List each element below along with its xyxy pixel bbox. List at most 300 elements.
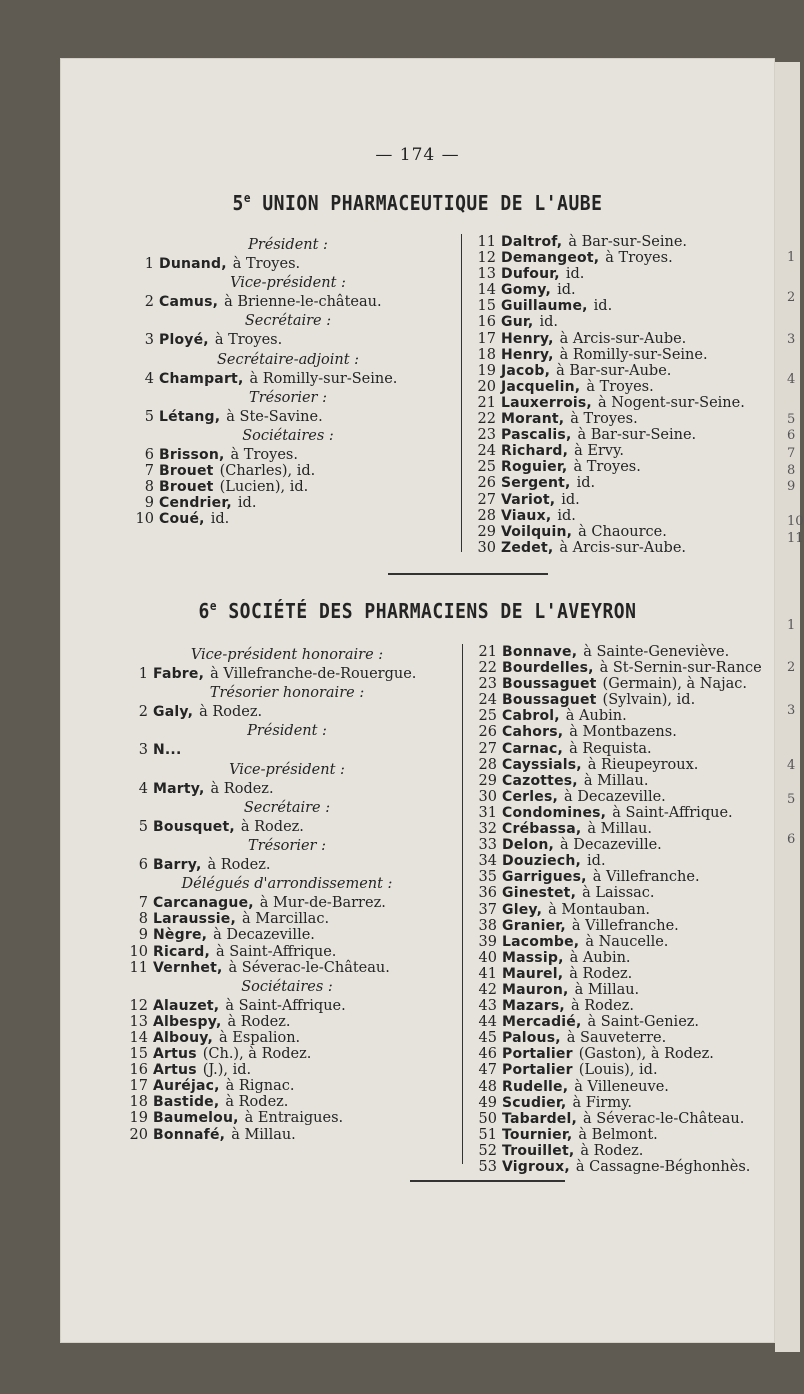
member-entry	[471, 966, 779, 982]
member-number: 21	[478, 644, 497, 660]
member-number: 10	[129, 943, 148, 960]
member-name: Nègre,	[153, 927, 208, 944]
member-name: Granier,	[502, 917, 566, 934]
member-name: Albespy,	[153, 1013, 222, 1030]
member-location: à St-Sernin-sur-Rance	[599, 660, 762, 677]
member-entry	[128, 447, 448, 463]
member-number: 24	[478, 692, 497, 709]
member-number: 53	[478, 1159, 497, 1175]
member-location: à Sainte-Geneviève.	[583, 644, 730, 660]
member-location: à Bar-sur-Aube.	[556, 362, 672, 379]
edge-number: 9	[787, 479, 796, 494]
member-name: Rudelle,	[502, 1078, 569, 1095]
member-entry	[471, 1030, 779, 1046]
member-entry	[471, 821, 779, 837]
edge-number: 1	[787, 618, 796, 633]
member-entry	[128, 463, 448, 479]
member-name: Marty,	[153, 780, 205, 797]
member-number: 41	[478, 965, 497, 982]
member-entry	[470, 524, 780, 540]
member-name: Artus	[153, 1062, 197, 1079]
member-entry	[471, 773, 779, 789]
member-number: 12	[129, 997, 148, 1014]
end-rule	[410, 1180, 565, 1182]
member-entry	[471, 918, 779, 934]
section-6-right-column	[462, 644, 779, 1175]
member-number: 50	[478, 1110, 497, 1127]
member-name: Bonnave,	[502, 644, 578, 660]
member-name: Garrigues,	[502, 869, 587, 886]
member-name: Barry,	[153, 857, 202, 874]
member-name: Gley,	[502, 901, 543, 918]
member-name: Ployé,	[159, 332, 209, 349]
member-location: à Troyes.	[605, 250, 673, 267]
section-6-number: 6	[198, 599, 210, 624]
section-5-right-column	[461, 234, 780, 556]
member-location: à Ervy.	[574, 443, 624, 460]
member-name: Brouet	[159, 463, 214, 480]
section-6-title: SOCIÉTÉ DES PHARMACIENS DE L'AVEYRON	[228, 599, 637, 624]
member-name: Artus	[153, 1046, 197, 1063]
member-entry	[471, 1095, 779, 1111]
member-location: à Romilly-sur-Seine.	[249, 370, 398, 387]
member-name: Massip,	[502, 949, 564, 966]
member-location: id.	[561, 491, 580, 508]
member-location: à Marcillac.	[241, 911, 330, 928]
member-number: 25	[478, 708, 497, 725]
section-5-heading	[60, 190, 775, 215]
member-entry	[471, 805, 779, 821]
member-name: Tabardel,	[502, 1110, 577, 1127]
member-entry	[128, 256, 448, 272]
member-entry	[471, 708, 779, 724]
member-number: 8	[144, 479, 154, 496]
member-entry	[470, 379, 780, 395]
member-number: 14	[477, 282, 496, 299]
member-name: Coué,	[159, 511, 205, 528]
member-entry	[471, 1062, 779, 1078]
member-name: Condomines,	[502, 804, 607, 821]
member-number: 4	[144, 370, 154, 387]
member-entry	[471, 902, 779, 918]
member-location: à Saint-Affrique.	[612, 804, 733, 821]
member-number: 13	[477, 266, 496, 283]
member-entry	[122, 927, 452, 943]
member-name: Carcanague,	[153, 895, 254, 912]
member-name: Gomy,	[501, 282, 552, 299]
member-location: à Arcis-sur-Aube.	[559, 330, 687, 347]
member-entry	[128, 511, 448, 527]
edge-number: 4	[787, 758, 796, 773]
member-entry	[471, 934, 779, 950]
member-name: Maurel,	[502, 965, 564, 982]
edge-number: 4	[787, 372, 796, 387]
member-number: 20	[129, 1126, 148, 1143]
member-number: 1	[144, 256, 154, 273]
member-entry	[470, 314, 780, 330]
member-entry	[122, 911, 452, 927]
member-number: 15	[477, 298, 496, 315]
member-entry	[471, 741, 779, 757]
member-number: 48	[478, 1078, 497, 1095]
member-location: à Séverac-le-Château.	[228, 959, 390, 976]
edge-number: 8	[787, 463, 796, 478]
role-title: Délégués d'arrondissement :	[181, 876, 393, 893]
member-location: à Aubin.	[565, 708, 627, 725]
member-entry	[122, 1094, 452, 1110]
member-location: à Chaource.	[578, 523, 667, 540]
member-entry	[470, 250, 780, 266]
member-number: 7	[144, 463, 154, 480]
member-name: Auréjac,	[153, 1078, 220, 1095]
member-number: 30	[478, 788, 497, 805]
member-location: à Decazeville.	[564, 788, 666, 805]
member-number: 22	[478, 660, 497, 677]
section-5-left-column	[128, 234, 448, 528]
member-number: 15	[129, 1046, 148, 1063]
member-location: à Decazeville.	[213, 927, 315, 944]
member-entry	[470, 443, 780, 459]
edge-number: 3	[787, 332, 796, 347]
member-number: 16	[129, 1062, 148, 1079]
member-location: à Villefranche-de-Rouergue.	[210, 666, 417, 683]
member-number: 18	[129, 1094, 148, 1111]
member-location: à Arcis-sur-Aube.	[559, 539, 687, 556]
member-location: à Espalion.	[219, 1029, 301, 1046]
member-name: Mauron,	[502, 981, 569, 998]
member-number: 21	[477, 394, 496, 411]
member-number: 10	[135, 511, 154, 528]
member-name: Demangeot,	[501, 250, 600, 267]
member-location: (Charles), id.	[219, 463, 316, 480]
member-location: à Laissac.	[582, 885, 655, 902]
member-number: 44	[478, 1014, 497, 1031]
member-number: 43	[478, 998, 497, 1015]
member-location: à Romilly-sur-Seine.	[559, 346, 708, 363]
member-number: 18	[477, 346, 496, 363]
member-name: Vernhet,	[153, 959, 223, 976]
member-name: Ricard,	[153, 943, 210, 960]
member-entry	[470, 475, 780, 491]
member-name: Lacombe,	[502, 933, 580, 950]
member-location: à Troyes.	[570, 411, 638, 428]
member-location: à Troyes.	[586, 378, 654, 395]
member-entry	[128, 371, 448, 387]
member-entry	[471, 1014, 779, 1030]
member-entry	[470, 395, 780, 411]
member-number: 2	[138, 704, 148, 721]
role-title: Président :	[248, 237, 328, 253]
member-number: 13	[129, 1013, 148, 1030]
member-location: à Bar-sur-Seine.	[577, 427, 697, 444]
member-name: Gur,	[501, 314, 534, 331]
member-location: à Montauban.	[548, 901, 651, 918]
member-number: 26	[477, 475, 496, 492]
member-entry	[470, 459, 780, 475]
member-entry	[470, 266, 780, 282]
member-entry	[471, 1046, 779, 1062]
member-location: à Entraigues.	[244, 1110, 344, 1127]
member-entry	[128, 294, 448, 310]
member-number: 6	[138, 857, 148, 874]
member-entry	[470, 347, 780, 363]
member-entry	[122, 704, 452, 720]
member-location: à Sauveterre.	[566, 1030, 667, 1047]
member-name: Alauzet,	[153, 997, 220, 1014]
member-name: Henry,	[501, 346, 554, 363]
member-entry	[471, 1159, 779, 1175]
section-6-left-column	[122, 644, 452, 1143]
member-entry	[470, 427, 780, 443]
member-number: 38	[478, 917, 497, 934]
member-entry	[471, 660, 779, 676]
member-entry	[122, 1014, 452, 1030]
member-name: Cerles,	[502, 788, 559, 805]
section-6-heading	[60, 598, 775, 623]
member-number: 45	[478, 1030, 497, 1047]
member-number: 30	[477, 539, 496, 556]
member-name: Champart,	[159, 370, 244, 387]
member-location: à Troyes.	[573, 459, 641, 476]
member-location: à Ste-Savine.	[226, 408, 323, 425]
member-location: id.	[593, 298, 613, 315]
member-number: 4	[138, 780, 148, 797]
member-entry	[122, 1046, 452, 1062]
member-entry	[470, 331, 780, 347]
member-name: Boussaguet	[502, 692, 597, 709]
member-number: 23	[477, 427, 496, 444]
member-location: à Firmy.	[572, 1094, 632, 1111]
member-location: à Mur-de-Barrez.	[259, 895, 386, 912]
member-name: Viaux,	[501, 507, 552, 524]
member-number: 39	[478, 933, 497, 950]
member-number: 5	[138, 818, 148, 835]
member-name: Portalier	[502, 1046, 573, 1063]
member-location: id.	[557, 282, 576, 299]
member-number: 32	[478, 821, 497, 838]
member-number: 47	[478, 1062, 497, 1079]
role-title: Président :	[247, 723, 327, 740]
member-location: id.	[576, 475, 596, 492]
member-location: à Villefranche.	[592, 869, 700, 886]
member-name: Tournier,	[502, 1126, 573, 1143]
member-location: (Ch.), à Rodez.	[202, 1046, 312, 1063]
member-location: id.	[237, 495, 257, 512]
member-number: 7	[138, 895, 148, 912]
member-entry	[471, 982, 779, 998]
member-number: 27	[477, 491, 496, 508]
member-location: à Rodez.	[227, 1013, 291, 1030]
member-number: 42	[478, 981, 497, 998]
member-number: 3	[144, 332, 154, 349]
edge-number: 7	[787, 446, 796, 461]
member-name: Mercadié,	[502, 1014, 582, 1031]
member-number: 6	[144, 447, 154, 464]
member-number: 3	[138, 742, 148, 759]
member-location: à Troyes.	[232, 256, 301, 273]
role-title: Vice-président honoraire :	[190, 647, 384, 663]
member-number: 11	[129, 959, 148, 976]
member-entry	[471, 644, 779, 660]
member-number: 12	[477, 250, 496, 267]
member-entry	[122, 960, 452, 976]
member-number: 46	[478, 1046, 497, 1063]
role-title: Trésorier :	[248, 837, 326, 854]
member-number: 20	[477, 378, 496, 395]
member-location: à Rodez.	[240, 818, 304, 835]
member-number: 36	[478, 885, 497, 902]
member-location: (Germain), à Najac.	[602, 676, 748, 693]
member-entry	[470, 298, 780, 314]
member-name: Lauxerrois,	[501, 394, 592, 411]
member-location: id.	[210, 511, 230, 528]
member-name: Létang,	[159, 408, 221, 425]
member-number: 14	[129, 1029, 148, 1046]
member-name: Sergent,	[501, 475, 571, 492]
member-location: à Requista.	[569, 740, 652, 757]
member-entry	[122, 857, 452, 873]
edge-number: 2	[787, 290, 796, 305]
member-entry	[471, 724, 779, 740]
role-title: Secrétaire :	[244, 313, 332, 330]
role-title: Trésorier honoraire :	[209, 685, 365, 702]
member-number: 31	[478, 804, 497, 821]
member-entry	[470, 411, 780, 427]
member-number: 1	[138, 666, 148, 683]
member-location: à Nogent-sur-Seine.	[597, 394, 745, 411]
member-number: 19	[477, 362, 496, 379]
member-name: Crébassa,	[502, 821, 582, 838]
member-number: 2	[144, 294, 154, 311]
member-location: (Gaston), à Rodez.	[578, 1046, 714, 1063]
member-location: id.	[565, 266, 585, 283]
member-name: Vigroux,	[502, 1159, 570, 1175]
member-entry	[122, 1078, 452, 1094]
member-location: (Lucien), id.	[219, 479, 309, 496]
member-number: 35	[478, 869, 497, 886]
role-title: Sociétaires :	[242, 427, 334, 444]
member-location: à Montbazens.	[569, 724, 677, 741]
member-name: Variot,	[501, 491, 556, 508]
section-5-title: UNION PHARMACEUTIQUE DE L'AUBE	[262, 191, 603, 216]
member-number: 51	[478, 1126, 497, 1143]
member-location: id.	[587, 853, 606, 870]
member-name: Cendrier,	[159, 495, 232, 512]
member-name: Douziech,	[502, 853, 582, 870]
member-name: Carnac,	[502, 740, 564, 757]
role-title: Sociétaires :	[241, 978, 333, 995]
edge-number: 2	[787, 660, 796, 675]
edge-number: 1	[787, 250, 796, 265]
member-name: Cazottes,	[502, 772, 578, 789]
page-number: — 174 —	[375, 145, 460, 165]
member-number: 9	[144, 495, 154, 512]
member-entry	[122, 781, 452, 797]
member-number: 17	[129, 1078, 148, 1095]
member-name: Camus,	[159, 294, 219, 311]
member-location: à Saint-Affrique.	[225, 997, 346, 1014]
member-entry	[471, 676, 779, 692]
member-entry	[128, 332, 448, 348]
member-number: 19	[129, 1110, 148, 1127]
member-entry	[471, 998, 779, 1014]
edge-number: 6	[787, 832, 796, 847]
member-name: Brisson,	[159, 447, 225, 464]
member-location: à Rignac.	[225, 1078, 295, 1095]
section-divider	[388, 573, 548, 575]
member-entry	[471, 869, 779, 885]
member-name: Boussaguet	[502, 676, 597, 693]
member-number: 26	[478, 724, 497, 741]
member-entry	[471, 789, 779, 805]
role-title: Trésorier :	[249, 389, 327, 406]
member-number: 25	[477, 459, 496, 476]
member-number: 49	[478, 1094, 497, 1111]
section-6-sup: e	[209, 598, 217, 614]
member-number: 29	[478, 772, 497, 789]
member-number: 22	[477, 411, 496, 428]
member-name: Albouy,	[153, 1029, 213, 1046]
member-entry	[122, 1030, 452, 1046]
member-name: Bourdelles,	[502, 660, 594, 677]
member-number: 40	[478, 949, 497, 966]
member-entry	[471, 757, 779, 773]
member-number: 8	[138, 911, 148, 928]
member-location: à Bar-sur-Seine.	[568, 234, 688, 250]
member-entry	[470, 508, 780, 524]
member-name: Jacob,	[501, 362, 551, 379]
member-location: à Saint-Geniez.	[587, 1014, 700, 1031]
role-title: Secrétaire-adjoint :	[216, 351, 360, 368]
member-location: id.	[539, 314, 558, 331]
member-location: à Rodez.	[207, 857, 271, 874]
member-name: Guillaume,	[501, 298, 588, 315]
member-entry	[471, 885, 779, 901]
member-entry	[471, 1079, 779, 1095]
member-location: à Belmont.	[578, 1126, 658, 1143]
member-location: à Millau.	[587, 821, 652, 838]
member-entry	[471, 692, 779, 708]
member-number: 37	[478, 901, 497, 918]
member-name: Dufour,	[501, 266, 560, 283]
member-location: à Naucelle.	[585, 933, 669, 950]
role-title: Vice-président :	[229, 761, 345, 778]
member-name: Richard,	[501, 443, 569, 460]
member-name: Galy,	[153, 704, 194, 721]
member-number: 27	[478, 740, 497, 757]
member-location: à Millau.	[231, 1126, 296, 1143]
member-entry	[128, 495, 448, 511]
member-location: à Brienne-le-château.	[224, 294, 382, 311]
member-name: Pascalis,	[501, 427, 572, 444]
member-number: 24	[477, 443, 496, 460]
member-entry	[122, 895, 452, 911]
member-entry	[470, 282, 780, 298]
member-number: 11	[477, 234, 496, 250]
edge-number: 11	[787, 531, 804, 546]
member-name: Trouillet,	[502, 1142, 575, 1159]
member-location: à Troyes.	[214, 332, 283, 349]
member-location: (J.), id.	[202, 1062, 252, 1079]
member-number: 28	[478, 756, 497, 773]
member-entry	[471, 1127, 779, 1143]
member-entry	[128, 479, 448, 495]
member-number: 52	[478, 1142, 497, 1159]
member-location: à Rodez.	[210, 780, 274, 797]
member-name: Cabrol,	[502, 708, 560, 725]
member-number: 9	[138, 927, 148, 944]
section-5-sup: e	[243, 190, 251, 206]
